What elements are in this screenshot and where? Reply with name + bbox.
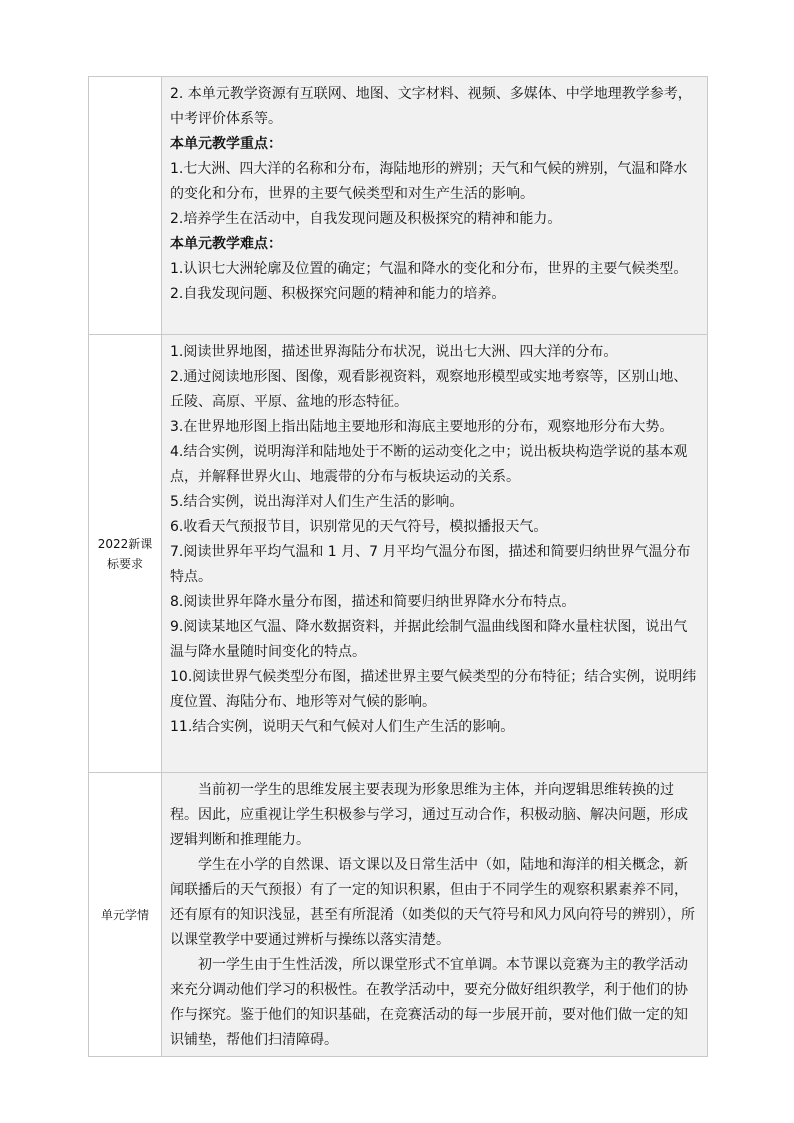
key-point-2: 2.培养学生在活动中，自我发现问题及积极探究的精神和能力。 (170, 211, 562, 227)
curriculum-content (162, 335, 708, 773)
analysis-paragraph: 学生在小学的自然课、语文课以及日常生活中（如，陆地和海洋的相关概念，新闻联播后的天气预报）有了一定的知识积累，但由于不同学生的观察积累素养不同，还有原有的知识浅显，甚至有所混淆（如类似的天气符号和风力风向符号的辨别），所以课堂教学中要通过辨析与操练以落实清楚。 (170, 857, 695, 948)
learner-analysis-label: 单元学情 (89, 773, 162, 1057)
requirement-item: 11.结合实例，说明天气和气候对人们生产生活的影响。 (170, 719, 515, 735)
requirement-item: 10.阅读世界气候类型分布图，描述世界主要气候类型的分布特征；结合实例，说明纬度位置、海陆分布、地形等对气候的影响。 (170, 669, 697, 710)
analysis-paragraph: 当前初一学生的思维发展主要表现为形象思维为主体，并向逻辑思维转换的过程。因此，应重视让学生积极参与学习，通过互动合作，积极动脑、解决问题，形成逻辑判断和推理能力。 (170, 782, 688, 848)
learner-analysis-content (162, 773, 708, 1057)
learner-analysis-row (89, 773, 708, 1057)
resources-paragraph: 2. 本单元教学资源有互联网、地图、文字材料、视频、多媒体、中学地理教学参考，中考评价体系等。 (170, 86, 692, 127)
unit-plan-table (88, 76, 708, 1057)
requirement-item: 3.在世界地形图上指出陆地主要地形和海底主要地形的分布，观察地形分布大势。 (170, 419, 674, 435)
difficult-point-1: 1.认识七大洲轮廓及位置的确定；气温和降水的变化和分布，世界的主要气候类型。 (170, 261, 688, 277)
requirement-item: 6.收看天气预报节目，识别常见的天气符号，模拟播报天气。 (170, 519, 548, 535)
requirement-item: 1.阅读世界地图，描述世界海陆分布状况，说出七大洲、四大洋的分布。 (170, 344, 618, 360)
difficult-points-heading: 本单元教学难点： (170, 236, 282, 252)
curriculum-row (89, 335, 708, 773)
requirement-item: 2.通过阅读地形图、图像，观看影视资料，观察地形模型或实地考察等，区别山地、丘陵、高原、平原、盆地的形态特征。 (170, 369, 688, 410)
requirement-item: 9.阅读某地区气温、降水数据资料，并据此绘制气温曲线图和降水量柱状图，说出气温与降水量随时间变化的特点。 (170, 619, 688, 660)
key-point-1: 1.七大洲、四大洋的名称和分布，海陆地形的辨别；天气和气候的辨别，气温和降水的变化和分布，世界的主要气候类型和对生产生活的影响。 (170, 161, 688, 202)
resources-row (89, 77, 708, 335)
requirement-item: 7.阅读世界年平均气温和 1 月、7 月平均气温分布图，描述和简要归纳世界气温分布特点。 (170, 544, 691, 585)
analysis-paragraph: 初一学生由于生性活泼，所以课堂形式不宜单调。本节课以竞赛为主的教学活动来充分调动他们学习的积极性。在教学活动中，要充分做好组织教学，利于他们的协作与探究。鉴于他们的知识基础，在竞赛活动的每一步展开前，要对他们做一定的知识铺垫，帮他们扫清障碍。 (170, 957, 688, 1048)
resources-content (162, 77, 708, 335)
requirement-item: 5.结合实例，说出海洋对人们生产生活的影响。 (170, 494, 464, 510)
difficult-point-2: 2.自我发现问题、积极探究问题的精神和能力的培养。 (170, 286, 506, 302)
requirement-item: 8.阅读世界年降水量分布图，描述和简要归纳世界降水分布特点。 (170, 594, 576, 610)
requirement-item: 4.结合实例，说明海洋和陆地处于不断的运动变化之中；说出板块构造学说的基本观点，并解释世界火山、地震带的分布与板块运动的关系。 (170, 444, 688, 485)
key-points-heading: 本单元教学重点： (170, 136, 282, 152)
row-label-empty (89, 77, 162, 335)
curriculum-label: 2022新课标要求 (89, 335, 162, 773)
